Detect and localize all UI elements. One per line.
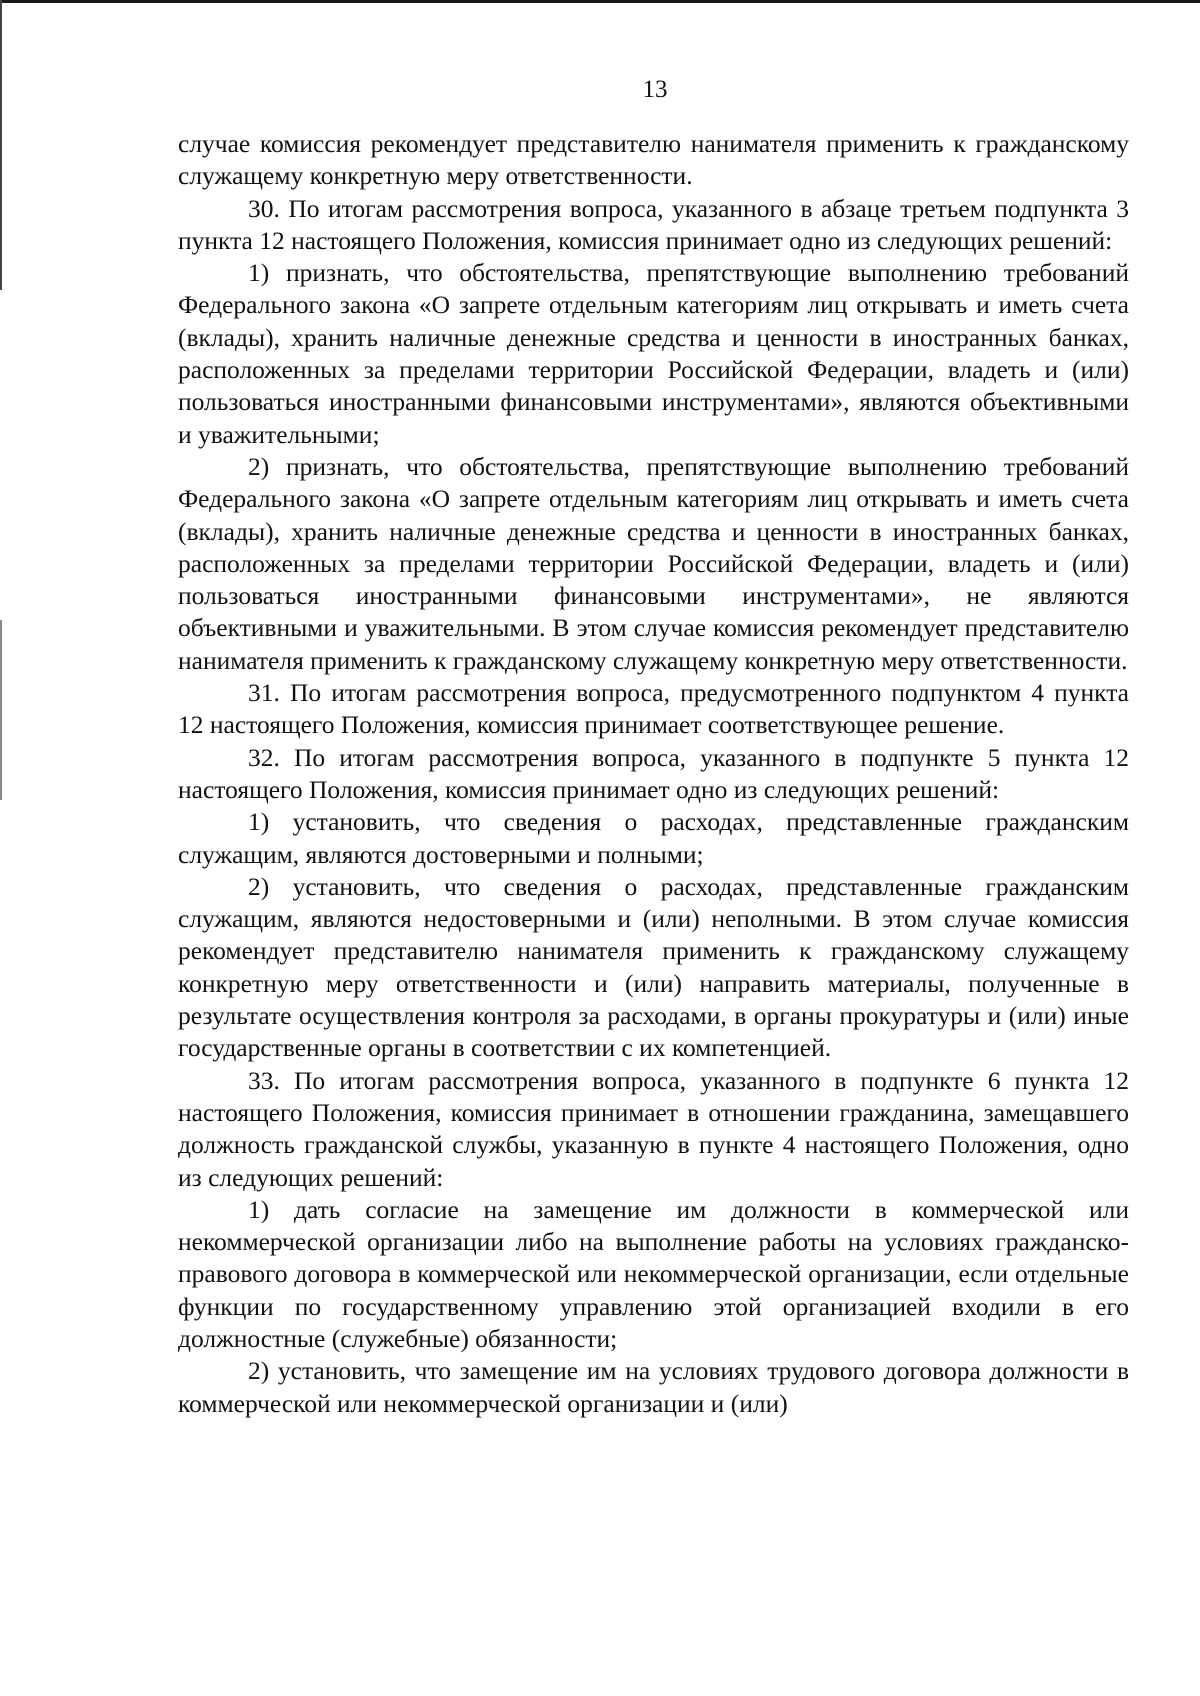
paragraph-subitem-32-2: 2) установить, что сведения о расходах, представленные гражданским служащим, являются недостоверными и (или) неполными. В этом случае комиссия рекомендует представителю нанимателя применить к гражданскому служащему конкретную меру ответственности и (или) направить материалы, полученные в результате осуществления контроля за расходами, в органы прокуратуры и (или) иные государственные органы в соответствии с их компетенцией. bbox=[178, 871, 1129, 1063]
paragraph-continuation: случае комиссия рекомендует представителю нанимателя применить к гражданскому служащему конкретную меру ответственности. bbox=[178, 129, 1129, 191]
paragraph-subitem-33-1: 1) дать согласие на замещение им должности в коммерческой или некоммерческой организации либо на выполнение работы на условиях гражданско-правового договора в коммерческой или некоммерческой организации, если отдельные функции по государственному управлению этой организацией входили в его должностные (служебные) обязанности; bbox=[178, 1194, 1129, 1353]
paragraph-subitem-32-1: 1) установить, что сведения о расходах, представленные гражданским служащим, являются достоверными и полными; bbox=[178, 807, 1129, 869]
paragraph-item-32: 32. По итогам рассмотрения вопроса, указанного в подпункте 5 пункта 12 настоящего Положения, комиссия принимает одно из следующих решений: bbox=[178, 742, 1129, 804]
paragraph-subitem-33-2: 2) установить, что замещение им на условиях трудового договора должности в коммерческой или некоммерческой организации и (или) bbox=[178, 1356, 1129, 1418]
paragraph-subitem-30-2: 2) признать, что обстоятельства, препятствующие выполнению требований Федерального закона «О запрете отдельным категориям лиц открывать и иметь счета (вклады), хранить наличные денежные средства и ценности в иностранных банках, расположенных за пределами территории Российской Федерации, владеть и (или) пользоваться иностранными финансовыми инструментами», не являются объективными и уважительными. В этом случае комиссия рекомендует представителю нанимателя применить к гражданскому служащему конкретную меру ответственности. bbox=[178, 451, 1129, 675]
paragraph-item-30: 30. По итогам рассмотрения вопроса, указанного в абзаце третьем подпункта 3 пункта 12 настоящего Положения, комиссия принимает одно из следующих решений: bbox=[178, 193, 1129, 255]
scan-edge-top bbox=[0, 0, 1200, 3]
scan-edge-left-lower bbox=[0, 620, 2, 800]
paragraph-item-33: 33. По итогам рассмотрения вопроса, указанного в подпункте 6 пункта 12 настоящего Положения, комиссия принимает в отношении гражданина, замещавшего должность гражданской службы, указанную в пункте 4 настоящего Положения, одно из следующих решений: bbox=[178, 1065, 1129, 1192]
paragraph-subitem-30-1: 1) признать, что обстоятельства, препятствующие выполнению требований Федерального закона «О запрете отдельным категориям лиц открывать и иметь счета (вклады), хранить наличные денежные средства и ценности в иностранных банках, расположенных за пределами территории Российской Федерации, владеть и (или) пользоваться иностранными финансовыми инструментами», являются объективными и уважительными; bbox=[178, 258, 1129, 449]
scan-edge-left bbox=[0, 0, 2, 290]
page-number: 13 bbox=[642, 76, 668, 103]
paragraph-item-31: 31. По итогам рассмотрения вопроса, предусмотренного подпунктом 4 пункта 12 настоящего Положения, комиссия принимает соответствующее решение. bbox=[178, 678, 1129, 740]
document-body bbox=[178, 128, 1129, 1420]
